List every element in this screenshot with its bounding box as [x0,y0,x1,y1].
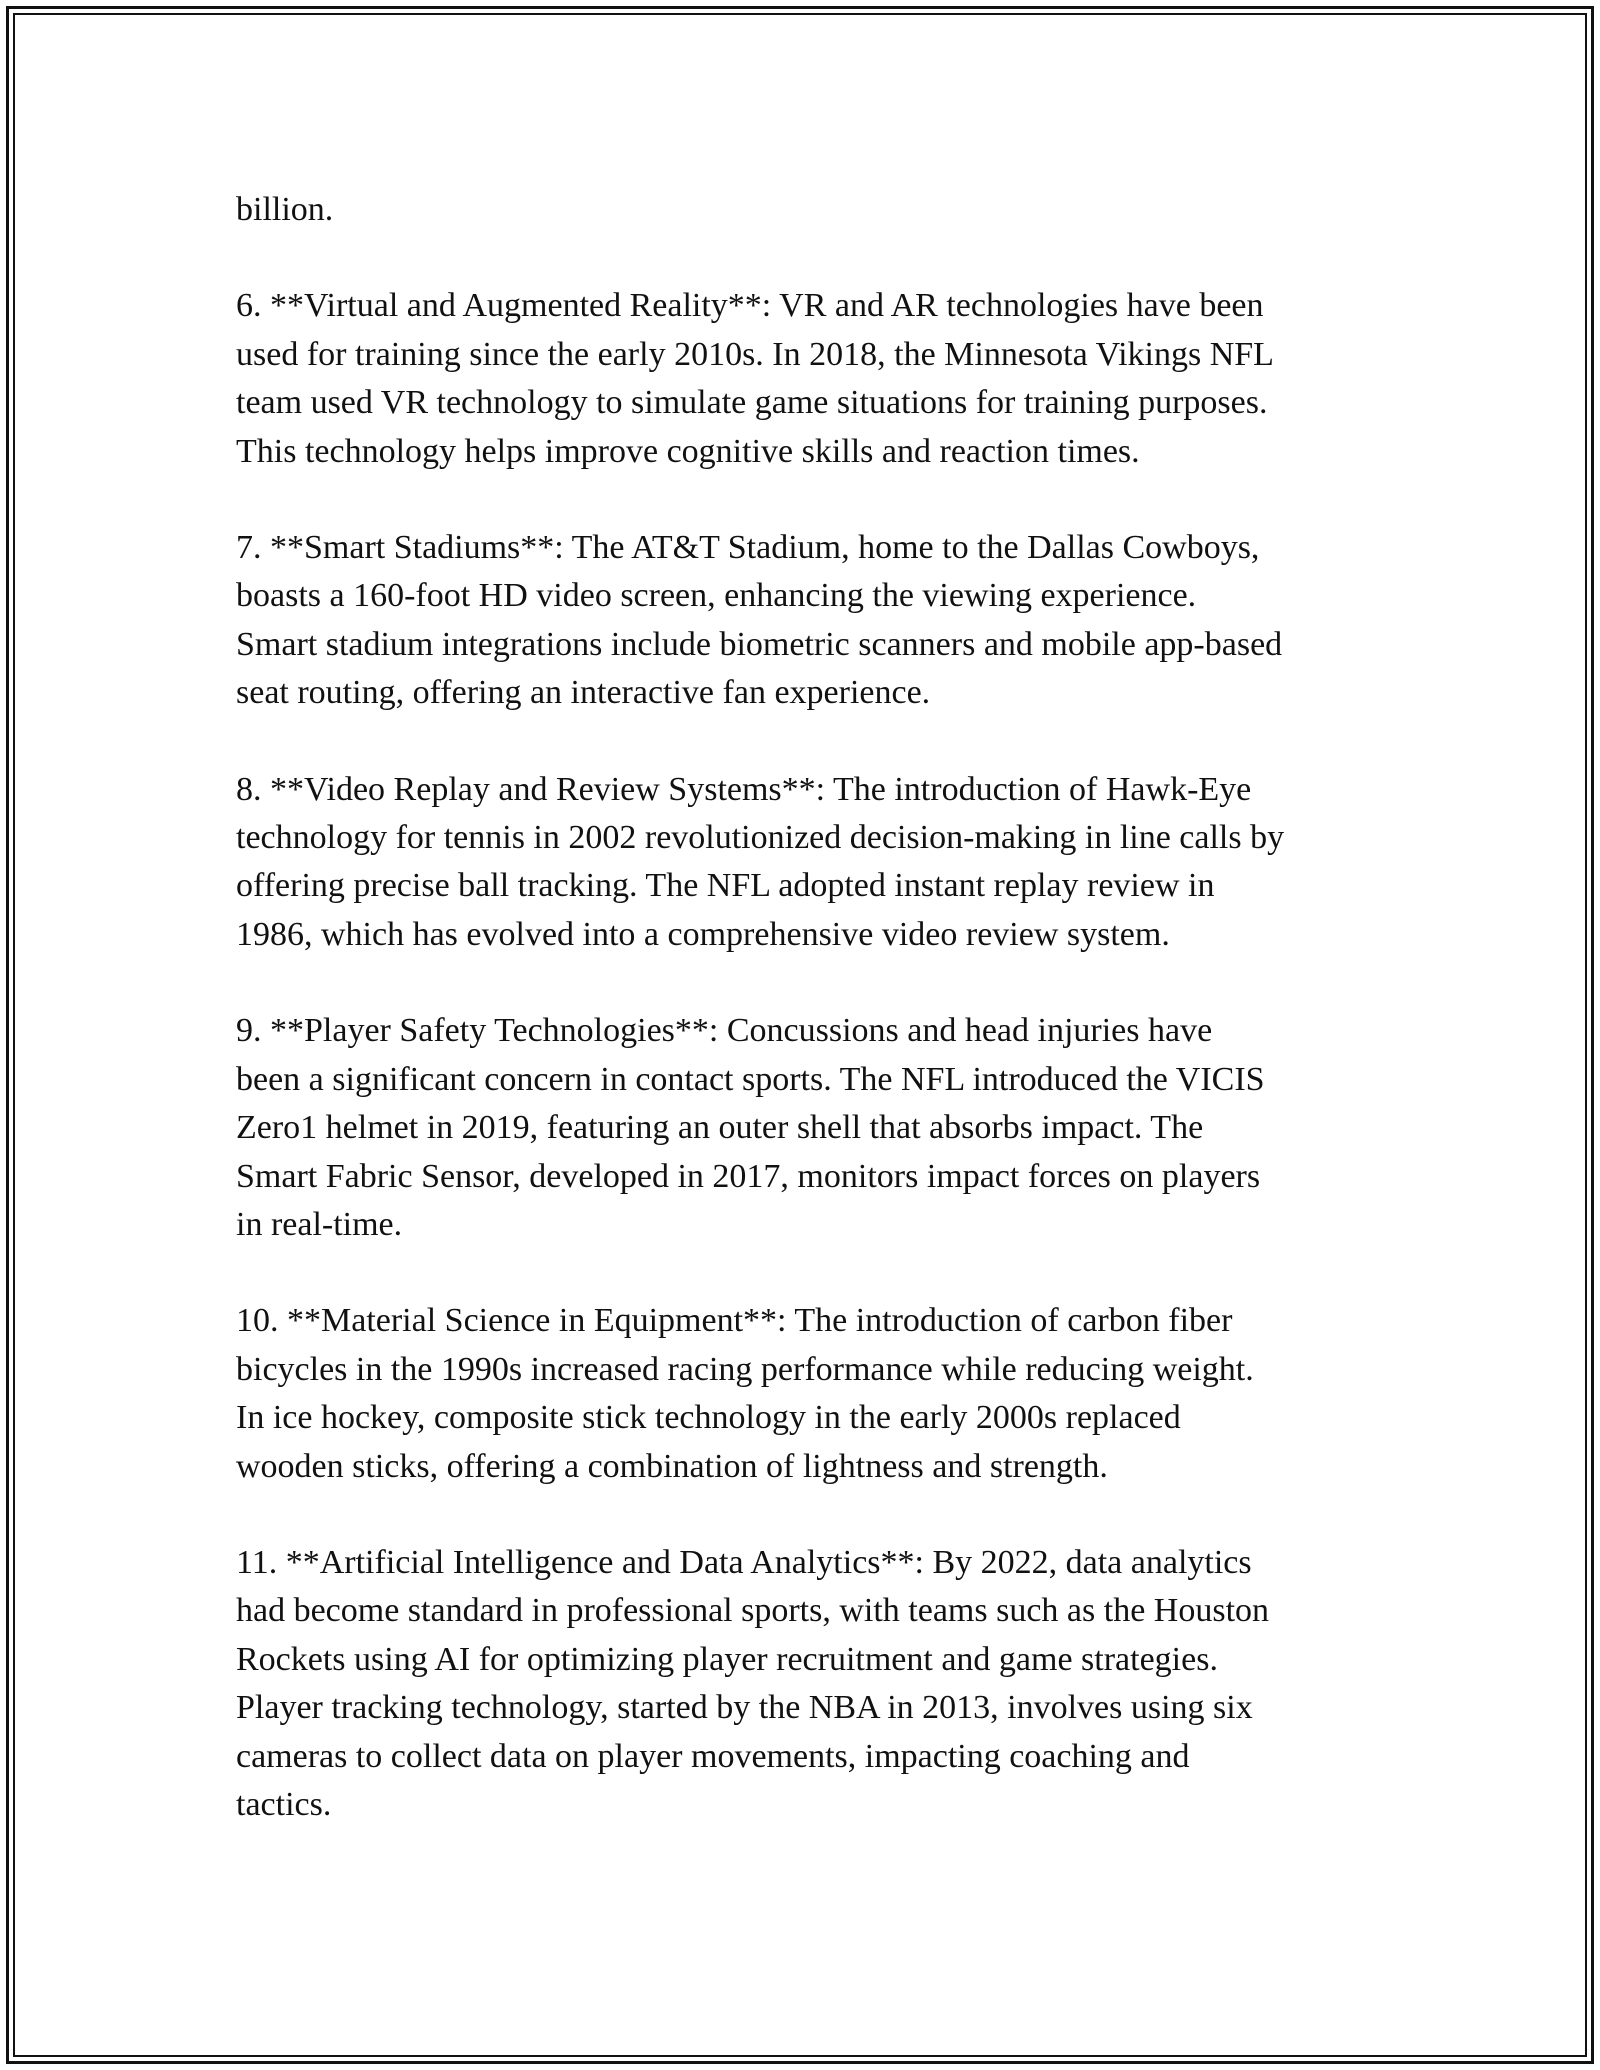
text-line: been a significant concern in contact sports. The NFL introduced the VICIS [236,1060,1265,1098]
text-line: seat routing, offering an interactive fan experience. [236,674,931,712]
text-line: In ice hockey, composite stick technology in the early 2000s replaced [236,1399,1181,1437]
text-line: 6. **Virtual and Augmented Reality**: VR and AR technologies have been [236,287,1264,325]
paragraph-item-10 [236,1297,1376,1491]
text-line: had become standard in professional sports, with teams such as the Houston [236,1592,1270,1630]
paragraph-item-7 [236,524,1376,718]
text-line: wooden sticks, offering a combination of lightness and strength. [236,1447,1108,1485]
text-line: 9. **Player Safety Technologies**: Concussions and head injuries have [236,1012,1213,1050]
text-line: Smart Fabric Sensor, developed in 2017, monitors impact forces on players [236,1157,1261,1195]
text-line: tactics. [236,1785,332,1823]
paragraph-item-8 [236,766,1376,960]
text-line: 8. **Video Replay and Review Systems**: The introduction of Hawk-Eye [236,770,1252,808]
text-line: used for training since the early 2010s. In 2018, the Minnesota Vikings NFL [236,335,1274,373]
text-line: team used VR technology to simulate game situations for training purposes. [236,384,1268,422]
text-line: Rockets using AI for optimizing player recruitment and game strategies. [236,1640,1218,1678]
paragraph-item-6 [236,282,1376,476]
text-line: Player tracking technology, started by the NBA in 2013, involves using six [236,1689,1253,1727]
text-line: bicycles in the 1990s increased racing performance while reducing weight. [236,1350,1254,1388]
text-line: cameras to collect data on player movements, impacting coaching and [236,1737,1190,1775]
paragraph-item-9 [236,1007,1376,1249]
text-line: in real-time. [236,1205,403,1243]
text-line: offering precise ball tracking. The NFL adopted instant replay review in [236,867,1215,905]
text-line: 11. **Artificial Intelligence and Data Analytics**: By 2022, data analytics [236,1543,1252,1581]
text-line: 7. **Smart Stadiums**: The AT&T Stadium, home to the Dallas Cowboys, [236,529,1260,567]
text-line: 1986, which has evolved into a comprehensive video review system. [236,915,1170,953]
paragraph-continuation [236,186,1376,234]
text-line: boasts a 160-foot HD video screen, enhancing the viewing experience. [236,577,1197,615]
paragraph-item-11 [236,1539,1376,1829]
text-line: 10. **Material Science in Equipment**: The introduction of carbon fiber [236,1302,1233,1340]
text-line: technology for tennis in 2002 revolutionized decision-making in line calls by [236,819,1285,857]
text-line: Zero1 helmet in 2019, featuring an outer shell that absorbs impact. The [236,1109,1204,1147]
text-line: This technology helps improve cognitive skills and reaction times. [236,432,1140,470]
text-line: billion. [236,191,334,228]
document-body [236,186,1376,1877]
text-line: Smart stadium integrations include biometric scanners and mobile app-based [236,625,1283,663]
